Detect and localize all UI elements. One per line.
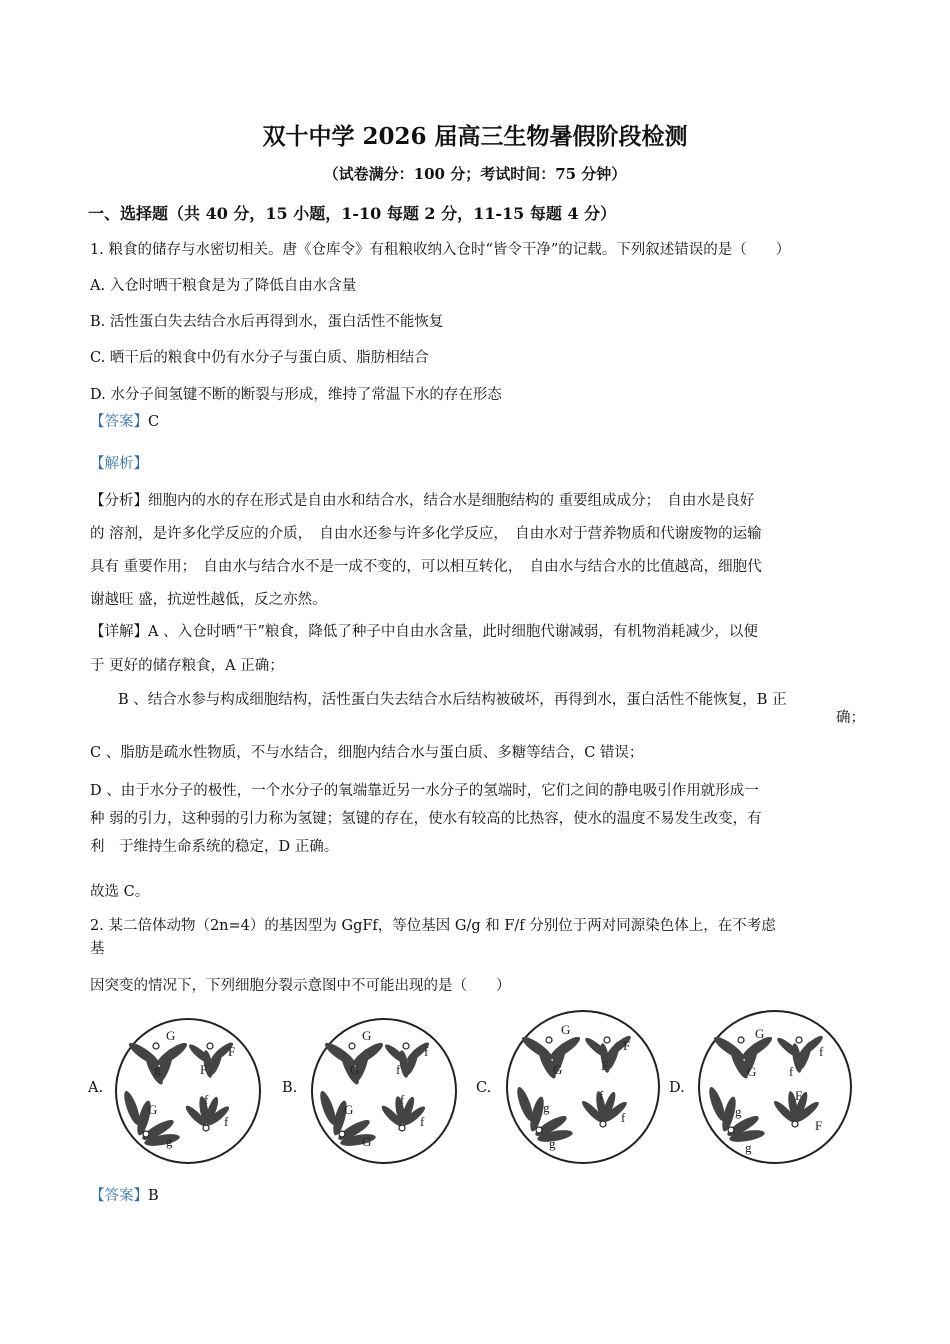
cell-membrane: [507, 1011, 659, 1163]
q2-option-c-label: C.: [476, 1080, 492, 1096]
q1-option-a: A. 入仓时晒干粮食是为了降低自由水含量: [90, 278, 357, 294]
q1-explain-line: 种 弱的引力，这种弱的引力称为氢键；氢键的存在，使水有较高的比热容，使水的温度不易发生改变，有: [90, 811, 762, 827]
gene-label: F: [601, 1058, 609, 1073]
gene-label: G: [148, 1102, 158, 1117]
gene-label: f: [621, 1110, 626, 1125]
cell-membrane: [699, 1011, 851, 1163]
gene-label: G: [344, 1102, 354, 1117]
gene-label: F: [228, 1044, 236, 1059]
cell-diagram-d: [695, 1008, 855, 1166]
gene-label: g: [154, 1062, 161, 1077]
q1-explain-line: 谢越旺 盛，抗逆性越低，反之亦然。: [90, 592, 327, 608]
answer-value: B: [148, 1188, 159, 1204]
cell-membrane: [312, 1019, 456, 1163]
q1-explain-line: C 、脂肪是疏水性物质，不与水结合，细胞内结合水与蛋白质、多糖等结合，C 错误；: [90, 745, 644, 761]
gene-label: F: [200, 1062, 208, 1077]
gene-label: F: [623, 1038, 631, 1053]
gene-label: f: [204, 1092, 209, 1107]
cell-diagram-c: [503, 1008, 663, 1166]
q1-option-c: C. 晒干后的粮食中仍有水分子与蛋白质、脂肪相结合: [90, 350, 429, 366]
gene-label: f: [599, 1088, 604, 1103]
cell-diagram-a: [110, 1016, 266, 1166]
gene-label: g: [166, 1134, 173, 1149]
gene-label: G: [166, 1028, 176, 1043]
q2-option-d-label: D.: [669, 1080, 685, 1096]
cell-membrane: [116, 1019, 260, 1163]
answer-tag: 【答案】: [90, 1188, 148, 1204]
gene-label: F: [815, 1118, 823, 1133]
q1-stem: 1. 粮食的储存与水密切相关。唐《仓库令》有租粮收纳入仓时“皆令干净”的记载。下列叙述错误的是（ ）: [90, 242, 791, 258]
gene-label: f: [424, 1044, 429, 1059]
gene-label: G: [747, 1064, 757, 1079]
gene-label: f: [396, 1062, 401, 1077]
gene-label: g: [735, 1104, 742, 1119]
exam-info: （试卷满分：100 分；考试时间：75 分钟）: [323, 165, 627, 183]
q1-explain-line: 的 溶剂，是许多化学反应的介质， 自由水还参与许多化学反应， 自由水对于营养物质和代谢废物的运输: [90, 526, 762, 542]
q1-explain-line: 具有 重要作用； 自由水与结合水不是一成不变的，可以相互转化， 自由水与结合水的比值越高，细胞代: [90, 559, 762, 575]
q1-explain-line: D 、由于水分子的极性，一个水分子的氧端靠近另一水分子的氢端时，它们之间的静电吸引作用就形成一: [90, 783, 759, 799]
gene-label: g: [549, 1136, 556, 1151]
q1-explain-line: 确；: [836, 710, 865, 726]
q1-option-b: B. 活性蛋白失去结合水后再得到水，蛋白活性不能恢复: [90, 314, 444, 330]
q1-explain-line: 【详解】A 、入仓时晒“干”粮食，降低了种子中自由水含量，此时细胞代谢减弱，有机物消耗减少，以便: [90, 624, 758, 640]
gene-label: f: [819, 1044, 824, 1059]
gene-label: g: [745, 1140, 752, 1155]
q1-explain-line: 【分析】细胞内的水的存在形式是自由水和结合水，结合水是细胞结构的 重要组成成分； 自由水是良好: [90, 493, 755, 509]
q1-option-d: D. 水分子间氢键不断的断裂与形成，维持了常温下水的存在形态: [90, 387, 502, 403]
q2-stem-line: 基: [90, 941, 105, 957]
gene-label: G: [362, 1134, 372, 1149]
gene-label: G: [350, 1062, 360, 1077]
q2-stem-line: 2. 某二倍体动物（2n=4）的基因型为 GgFf，等位基因 G/g 和 F/f 分别位于两对同源染色体上，在不考虑: [90, 918, 776, 934]
chromosome-group-upper-left: [711, 1034, 774, 1081]
gene-label: G: [755, 1026, 765, 1041]
chromosome-group-upper-right: [775, 1033, 825, 1073]
q1-explain-line: 利 于维持生命系统的稳定，D 正确。: [90, 839, 339, 855]
gene-label: g: [543, 1100, 550, 1115]
q2-stem-line: 因突变的情况下，下列细胞分裂示意图中不可能出现的是（ ）: [90, 978, 511, 994]
cell-diagram-b: [306, 1016, 462, 1166]
gene-label: f: [400, 1092, 405, 1107]
chromosome-group-upper-left: [519, 1034, 582, 1081]
answer-value: C: [148, 414, 160, 430]
q1-answer: [90, 410, 159, 431]
gene-label: f: [420, 1114, 425, 1129]
q2-answer: [90, 1184, 159, 1205]
gene-label: G: [362, 1028, 372, 1043]
gene-label: G: [561, 1022, 571, 1037]
gene-label: F: [795, 1088, 803, 1103]
q1-explain-line: B 、结合水参与构成细胞结构，活性蛋白失去结合水后结构被破坏，再得到水，蛋白活性不能恢复，B 正: [118, 692, 787, 708]
q1-explain-line: 于 更好的储存粮食，A 正确；: [90, 658, 284, 674]
q2-option-a-label: A.: [88, 1080, 104, 1096]
gene-label: G: [553, 1062, 563, 1077]
q2-option-b-label: B.: [282, 1080, 298, 1096]
q1-conclusion: 故选 C。: [90, 884, 150, 900]
page-title: 双十中学 2026 届高三生物暑假阶段检测: [262, 123, 688, 150]
gene-label: f: [789, 1064, 794, 1079]
answer-tag: 【答案】: [90, 414, 148, 430]
gene-label: f: [224, 1114, 229, 1129]
section-heading: 一、选择题（共 40 分，15 小题，1-10 每题 2 分，11-15 每题 4 分）: [88, 204, 617, 223]
q1-analysis-tag: 【解析】: [90, 456, 148, 472]
